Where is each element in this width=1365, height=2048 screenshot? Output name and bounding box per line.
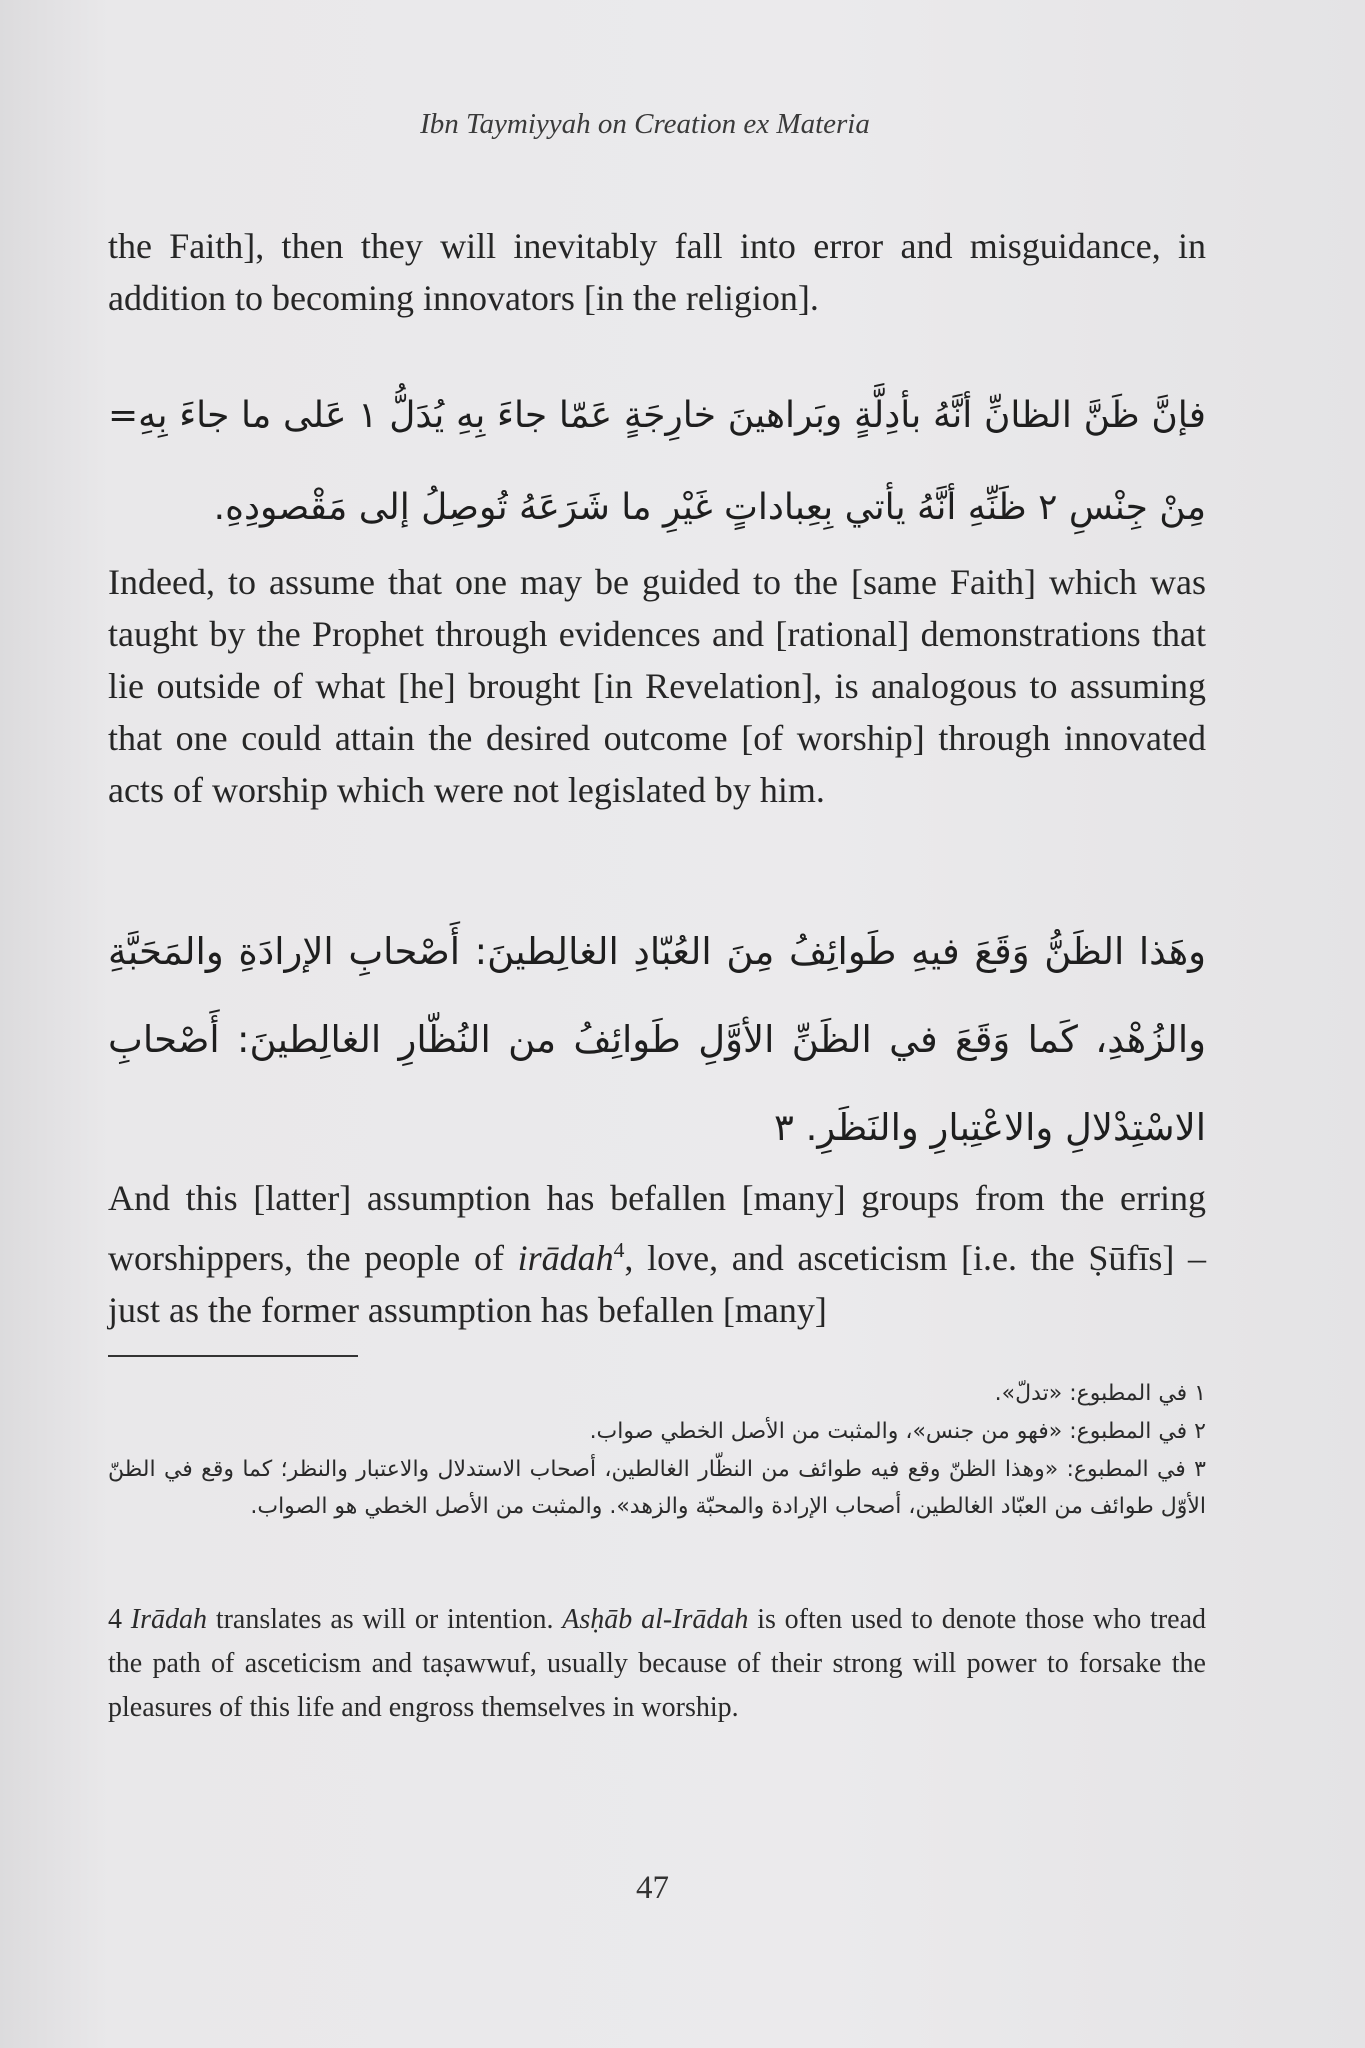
- paragraph-3: [108, 1172, 1206, 1336]
- footnote-4-number: 4: [108, 1604, 122, 1635]
- footnote-4: [108, 1598, 1206, 1730]
- footnote-4-text-2: is often used to denote those who tread the path of asceticism and taṣawwuf, usually because of their strong will power to forsake the pleasures of this life and engross themselves in worship.: [108, 1604, 1207, 1723]
- paragraph-3-block: [108, 1172, 1206, 1336]
- paragraph-2: Indeed, to assume that one may be guided to the [same Faith] which was taught by the Prophet through evidences and [rational] demonstrations that lie outside of what [he] brought [in Revelation], is analogous to assuming that one could attain the desired outcome [of worship] through innovated acts of worship which were not legislated by him.: [108, 562, 1206, 810]
- running-head: Ibn Taymiyyah on Creation ex Materia: [420, 108, 870, 140]
- footnote-2: ٢ في المطبوع: «فهو من جنس»، والمثبت من الأصل الخطي صواب.: [589, 1419, 1206, 1444]
- footnote-rule: [108, 1355, 358, 1357]
- paragraph-3-text-b: , love, and asceticism [i.e. the Ṣūfīs] – just as the former assumption has befallen [many]: [108, 1238, 1207, 1330]
- footnote-4-text-1: translates as will or intention.: [207, 1604, 563, 1635]
- footnote-4-term-1: Irādah: [130, 1604, 208, 1635]
- arabic-quote-2-block: [108, 908, 1206, 1172]
- footnote-3: ٣ في المطبوع: «وهذا الظنّ وقع فيه طوائف من النظّار الغالطين، أصحاب الاستدلال والاعتبار والنظر؛ كما وقع في الظنّ الأوّل طوائف من العبّاد الغالطين، أصحاب الإرادة والمحبّة والزهد». والمثبت من الأصل الخطي هو الصواب.: [108, 1457, 1206, 1519]
- term-iradah: irādah: [517, 1238, 614, 1278]
- paragraph-1-block: [108, 220, 1206, 324]
- paragraph-2-block: [108, 556, 1206, 816]
- arabic-quote-1-block: [108, 370, 1206, 554]
- paragraph-3-text-a: And this [latter] assumption has befallen [many] groups from the erring worshippers, the people of: [108, 1178, 1206, 1278]
- page-number: 47: [636, 1870, 669, 1906]
- footnote-4-term-2: Asḥāb al-Irādah: [562, 1604, 749, 1635]
- footnote-ref-4: 4: [613, 1238, 625, 1262]
- arabic-quote-2: وهَذا الظَنُّ وَقَعَ فيهِ طَوائِفُ مِنَ العُبّادِ الغالِطينَ: أَصْحابِ الإرادَةِ والمَحَبَّةِ والزُهْدِ، كَما وَقَعَ في الظَنِّ الأوَّلِ طَوائِفُ من النُظّارِ الغالِطينَ: أَصْحابِ الاسْتِدْلالِ والاعْتِبارِ والنَظَرِ. ٣: [108, 930, 1206, 1149]
- footnote-1: ١ في المطبوع: «تدلّ».: [994, 1381, 1206, 1406]
- paragraph-1: the Faith], then they will inevitably fall into error and misguidance, in addition to becoming innovators [in the religion].: [108, 226, 1206, 318]
- arabic-quote-1: فإنَّ ظَنَّ الظانِّ أنَّهُ بأدِلَّةٍ وبَراهينَ خارِجَةٍ عَمّا جاءَ بِهِ يُدَلُّ ١ عَلى ما جاءَ بِهِ= مِنْ جِنْسِ ٢ ظَنِّهِ أنَّهُ يأتي بِعِباداتٍ غَيْرِ ما شَرَعَهُ تُوصِلُ إلى مَقْصودِهِ.: [108, 395, 1206, 528]
